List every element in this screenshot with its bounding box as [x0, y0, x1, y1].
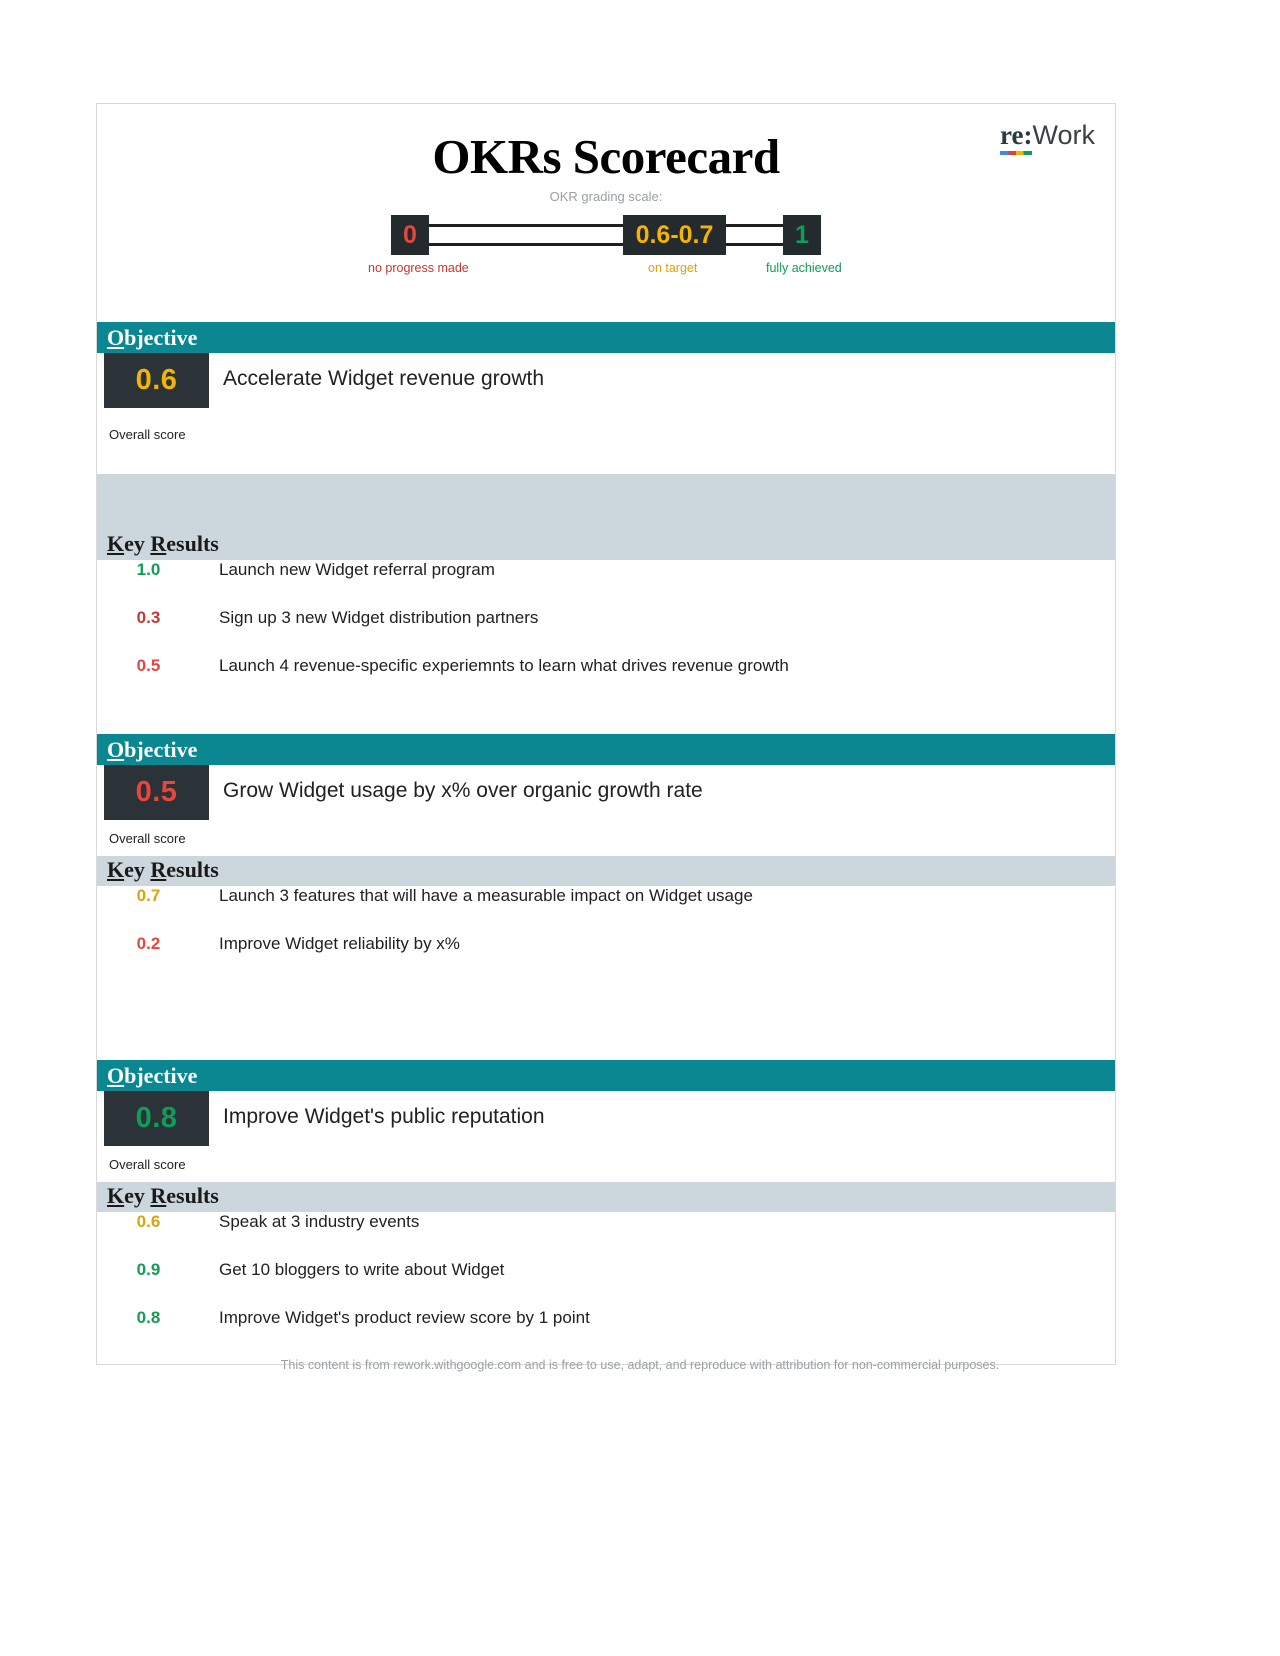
grading-label-fully-achieved: fully achieved: [766, 261, 842, 275]
objective-row: [97, 765, 1115, 827]
key-results-band-label: Key Results: [107, 1183, 219, 1208]
rework-logo: [1000, 120, 1095, 153]
document-header: [97, 104, 1115, 322]
grading-chip-zero: 0: [391, 215, 429, 255]
key-result-row: [97, 934, 1115, 982]
key-result-text: Launch 4 revenue-specific experiemnts to learn what drives revenue growth: [219, 656, 789, 675]
rework-logo-suffix: Work: [1032, 120, 1095, 150]
key-result-score: 0.9: [136, 1260, 161, 1279]
objective-row: [97, 1091, 1115, 1153]
key-result-row: [97, 560, 1115, 608]
grading-scale-labels: [306, 261, 906, 279]
attribution-footer: This content is from rework.withgoogle.com and is free to use, adapt, and reproduce with attribution for non-commercial purposes.: [280, 1358, 1000, 1372]
grading-scale-graphic: [391, 215, 821, 255]
key-result-text: Get 10 bloggers to write about Widget: [219, 1260, 505, 1279]
key-results-band: [97, 474, 1115, 560]
key-result-row: [97, 886, 1115, 934]
overall-score-label: Overall score: [109, 1157, 186, 1172]
section-spacer: [97, 982, 1115, 1060]
scorecard-sheet: [96, 103, 1116, 1365]
key-result-score: 0.5: [136, 656, 161, 675]
objective-score-value: 0.8: [135, 1102, 178, 1134]
key-result-text: Sign up 3 new Widget distribution partners: [219, 608, 539, 627]
key-result-score: 0.8: [136, 1308, 161, 1327]
objective-text: Grow Widget usage by x% over organic growth rate: [223, 779, 703, 802]
grading-chip-one: 1: [783, 215, 821, 255]
rework-logo-prefix: re:: [1000, 120, 1032, 153]
key-results-list: [97, 886, 1115, 982]
key-results-band: [97, 856, 1115, 886]
page-title: OKRs Scorecard: [432, 129, 780, 184]
key-result-row: [97, 656, 1115, 704]
key-results-list: [97, 1212, 1115, 1356]
objective-score-value: 0.5: [135, 776, 178, 808]
objective-row: [97, 353, 1115, 423]
objective-spacer: [97, 442, 1115, 474]
objective-band-label: Objective: [107, 1062, 198, 1088]
overall-score-label: Overall score: [109, 427, 186, 442]
objective-band-label: Objective: [107, 736, 198, 762]
key-results-band-label: Key Results: [107, 531, 219, 556]
grading-label-on-target: on target: [648, 261, 698, 275]
objective-spacer: [97, 846, 1115, 856]
grading-label-no-progress: no progress made: [368, 261, 469, 275]
key-result-row: [97, 1212, 1115, 1260]
key-result-score: 0.7: [136, 886, 161, 905]
key-result-text: Improve Widget's product review score by 1 point: [219, 1308, 590, 1327]
objective-band: [97, 322, 1115, 353]
grading-chip-ontarget: 0.6-0.7: [623, 215, 726, 255]
overall-score-label: Overall score: [109, 831, 186, 846]
objective-band: [97, 1060, 1115, 1091]
objective-band-label: Objective: [107, 324, 198, 350]
key-result-row: [97, 1260, 1115, 1308]
key-result-text: Speak at 3 industry events: [219, 1212, 420, 1231]
key-result-text: Launch new Widget referral program: [219, 560, 495, 579]
objective-text: Accelerate Widget revenue growth: [223, 367, 544, 390]
key-results-list: [97, 560, 1115, 704]
key-result-score: 0.6: [136, 1212, 161, 1231]
key-result-row: [97, 1308, 1115, 1356]
key-result-text: Improve Widget reliability by x%: [219, 934, 460, 953]
objective-score-box: [104, 765, 209, 820]
objective-score-box: [104, 1091, 209, 1146]
objective-text: Improve Widget's public reputation: [223, 1105, 545, 1128]
objective-score-box: [104, 353, 209, 408]
grading-scale-track: [391, 224, 821, 246]
key-results-band: [97, 1182, 1115, 1212]
objective-score-value: 0.6: [135, 364, 178, 396]
grading-scale-caption: OKR grading scale:: [549, 189, 663, 204]
key-results-band-label: Key Results: [107, 857, 219, 882]
key-result-score: 0.3: [136, 608, 161, 627]
objective-spacer: [97, 1172, 1115, 1182]
key-result-score: 0.2: [136, 934, 161, 953]
key-result-text: Launch 3 features that will have a measurable impact on Widget usage: [219, 886, 753, 905]
objective-band: [97, 734, 1115, 765]
key-result-row: [97, 608, 1115, 656]
section-spacer: [97, 704, 1115, 734]
key-result-score: 1.0: [136, 560, 161, 579]
